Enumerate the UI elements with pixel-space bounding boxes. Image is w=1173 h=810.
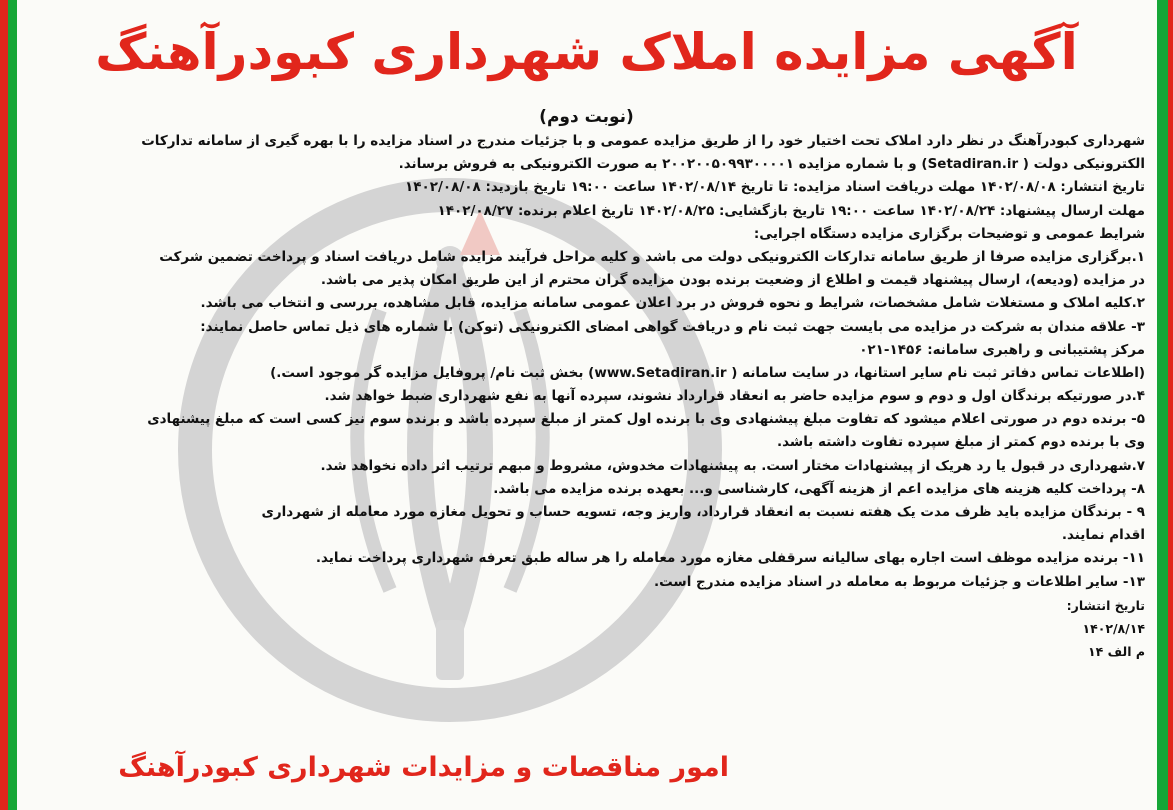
signature-footer: امور مناقصات و مزایدات شهرداری کبودرآهنگ [118,752,729,783]
condition-line: ۱۳- سایر اطلاعات و جزئیات مربوط به معامله در اسناد مزایده مندرج است. [654,573,1145,590]
ad-body [25,130,1145,663]
ad-reference-number: م الف ۱۴ [1088,644,1145,660]
condition-line: ۳- علاقه مندان به شرکت در مزایده می بایست جهت ثبت نام و دریافت گواهی امضای الکترونیکی (توکن) با شماره های ذیل تماس حاصل نمایند: [200,318,1145,335]
condition-line: ۱.برگزاری مزایده صرفا از طریق سامانه تدارکات الکترونیکی دولت می باشد و کلیه مراحل فرآیند مزایده شامل دریافت اسناد و پرداخت تضمین شرکت [159,248,1145,265]
ad-subtitle: (نوبت دوم) [539,107,634,127]
condition-line: ۵- برنده دوم در صورتی اعلام میشود که تفاوت مبلغ پیشنهادی وی با برنده اول کمتر از مبلغ سپرده باشد و برنده سوم نیز کسی است که مبلغ پیشنهادی [147,411,1145,428]
condition-line: ۸- پرداخت کلیه هزینه های مزایده اعم از هزینه آگهی، کارشناسی و... بعهده برنده مزایده می باشد. [493,480,1145,497]
left-green-border [8,0,17,810]
ad-title: آگهی مزایده املاک شهرداری کبودرآهنگ [95,23,1078,81]
condition-line: ۹ - برندگان مزایده باید ظرف مدت یک هفته نسبت به انعقاد قرارداد، واریز وجه، تسویه حساب و تحویل مغازه مورد معامله از شهرداری [261,504,1145,520]
conditions-heading: شرایط عمومی و توضیحات برگزاری مزایده دستگاه اجرایی: [753,225,1145,242]
publish-date-label: تاریخ انتشار: [1066,597,1145,613]
intro-line: الکترونیکی دولت ( Setadiran.ir) و با شماره مزایده ۲۰۰۲۰۰۵۰۹۹۳۰۰۰۰۱ به صورت الکترونیکی به فروش برساند. [398,156,1145,173]
left-red-border [0,0,8,810]
support-line: مرکز پشتیبانی و راهبری سامانه: ۱۴۵۶-۰۲۱ [859,341,1145,358]
right-green-border [1157,0,1168,810]
condition-line: ۱۱- برنده مزایده موظف است اجاره بهای سالیانه سرقفلی مغازه مورد معامله را هر ساله طبق تعرفه شهرداری پرداخت نماید. [315,550,1145,567]
condition-line: در مزایده (ودیعه)، ارسال پیشنهاد قیمت و اطلاع از وضعیت برنده بودن مزایده گران محترم از این طریق امکان پذیر می باشد. [320,272,1145,289]
condition-line: ۲.کلیه املاک و مستغلات شامل مشخصات، شرایط و نحوه فروش در برد اعلان عمومی سامانه مزایده، قابل مشاهده، بررسی و انتخاب می باشد. [200,295,1145,312]
right-red-border [1168,0,1173,810]
dates-line: تاریخ انتشار: ۱۴۰۲/۰۸/۰۸ مهلت دریافت اسناد مزایده: تا تاریخ ۱۴۰۲/۰۸/۱۴ ساعت ۱۹:۰۰ تاریخ بازدید: ۱۴۰۲/۰۸/۰۸ [404,179,1145,196]
dates-line: مهلت ارسال پیشنهاد: ۱۴۰۲/۰۸/۲۴ ساعت ۱۹:۰۰ تاریخ بازگشایی: ۱۴۰۲/۰۸/۲۵ تاریخ اعلام برنده: ۱۴۰۲/۰۸/۲۷ [437,202,1145,219]
condition-line: ۷.شهرداری در قبول یا رد هریک از پیشنهادات مختار است. به پیشنهادات مخدوش، مشروط و مبهم ترتیب اثر داده نخواهد شد. [320,457,1145,474]
publish-date-value: ۱۴۰۲/۸/۱۴ [1082,620,1145,636]
condition-line: اقدام نمایند. [1061,527,1145,544]
condition-line: وی با برنده دوم کمتر از مبلغ سپرده تفاوت داشته باشد. [777,434,1145,451]
condition-line: ۴.در صورتیکه برندگان اول و دوم و سوم مزایده حاضر به انعقاد قرارداد نشوند، سپرده آنها به نفع شهرداری ضبط خواهد شد. [324,388,1145,405]
intro-line: شهرداری کبودرآهنگ در نظر دارد املاک تحت اختیار خود را از طریق مزایده عمومی و با جزئیات مندرج در اسناد مزایده را با بهره گیری از سامانه تدارکات [141,133,1145,149]
contact-info-line: (اطلاعات تماس دفاتر ثبت نام سایر استانها، در سایت سامانه ( www.Setadiran.ir) بخش ثبت نام/ پروفایل مزایده گر موجود است.) [270,364,1145,381]
